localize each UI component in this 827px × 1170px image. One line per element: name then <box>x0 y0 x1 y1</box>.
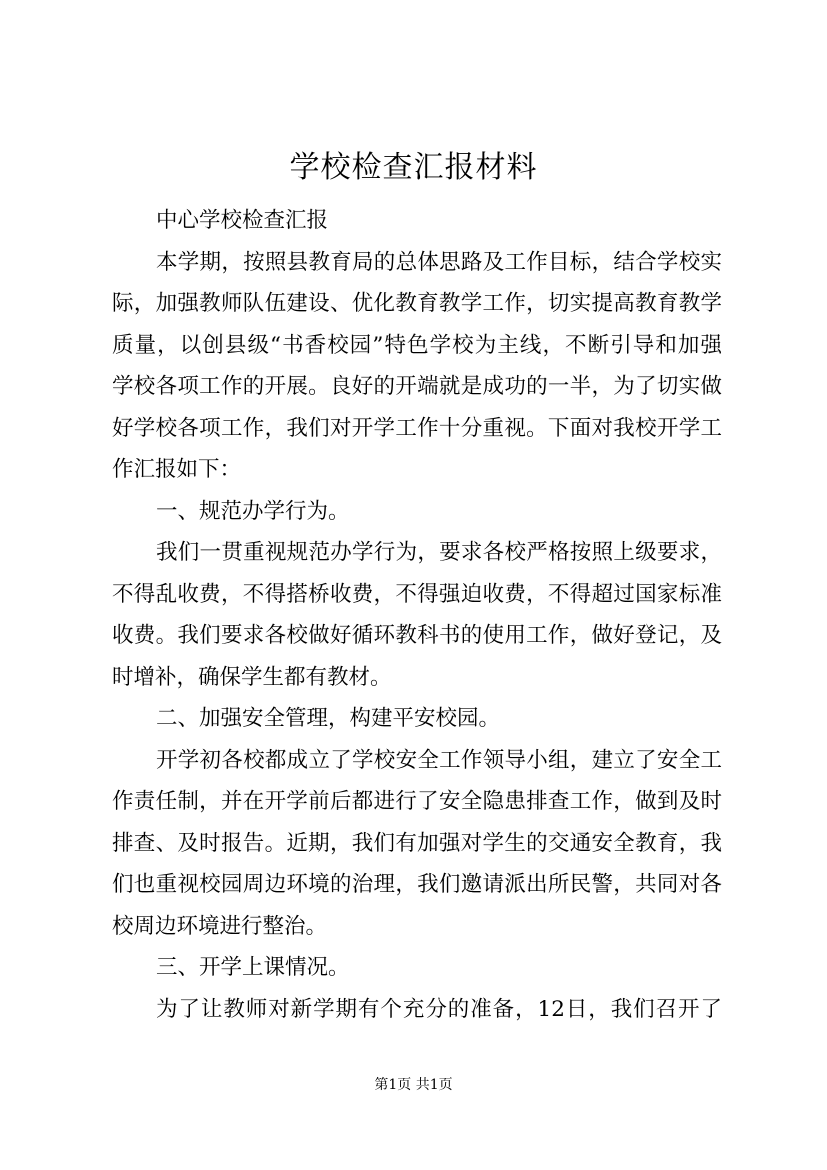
paragraph-line: 为了让教师对新学期有个充分的准备，12日，我们召开了 <box>156 996 722 1022</box>
document-body <box>112 200 722 1030</box>
paragraph-line: 中心学校检查汇报 <box>156 208 329 233</box>
paragraph-line: 作责任制，并在开学前后都进行了安全隐患排查工作，做到及时 <box>112 789 722 814</box>
paragraph-line: 际，加强教师队伍建设、优化教育教学工作，切实提高教育教学 <box>112 291 722 316</box>
paragraph-line: 们也重视校园周边环境的治理，我们邀请派出所民警，共同对各 <box>112 872 722 897</box>
paragraph-line: 学校各项工作的开展。良好的开端就是成功的一半，为了切实做 <box>112 374 722 399</box>
document-title: 学校检查汇报材料 <box>289 150 538 185</box>
paragraph-line: 校周边环境进行整治。 <box>112 913 328 939</box>
paragraph-line: 一、规范办学行为。 <box>156 498 350 524</box>
paragraph-line: 三、开学上课情况。 <box>156 955 350 980</box>
paragraph-line: 不得乱收费，不得搭桥收费，不得强迫收费，不得超过国家标准 <box>112 581 722 607</box>
paragraph-line: 排查、及时报告。近期，我们有加强对学生的交通安全教育，我 <box>112 830 722 856</box>
paragraph-line: 作汇报如下： <box>112 457 242 482</box>
paragraph-line: 质量，以创县级“书香校园”特色学校为主线，不断引导和加强 <box>112 332 722 358</box>
paragraph-line: 二、加强安全管理，构建平安校园。 <box>156 706 501 731</box>
page-footer: 第1页 共1页 <box>374 1077 453 1093</box>
paragraph-line: 收费。我们要求各校做好循环教科书的使用工作，做好登记，及 <box>112 623 722 648</box>
paragraph-line: 时增补，确保学生都有教材。 <box>112 664 392 690</box>
paragraph-line: 好学校各项工作，我们对开学工作十分重视。下面对我校开学工 <box>112 415 722 441</box>
paragraph-line: 我们一贯重视规范办学行为，要求各校严格按照上级要求， <box>156 540 722 565</box>
paragraph-line: 本学期，按照县教育局的总体思路及工作目标，结合学校实 <box>156 249 722 275</box>
paragraph-line: 开学初各校都成立了学校安全工作领导小组，建立了安全工 <box>156 747 722 773</box>
